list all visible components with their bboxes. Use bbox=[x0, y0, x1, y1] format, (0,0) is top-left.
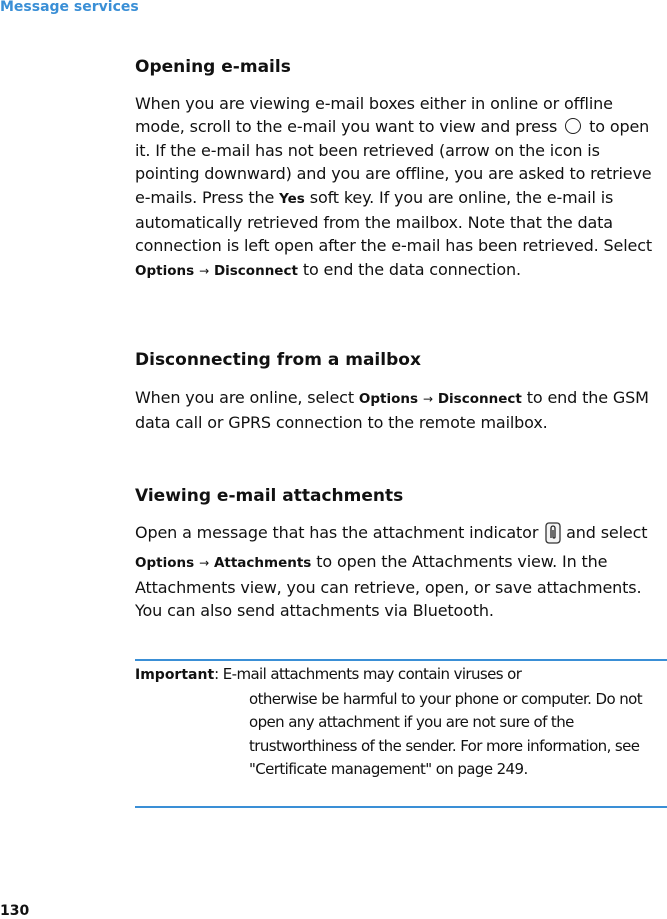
select-key-icon bbox=[565, 118, 581, 134]
keyword-disconnect: Disconnect bbox=[437, 391, 522, 407]
text: When you are viewing e-mail boxes either in online or offline mode, scroll to the e-mail you want to view and press bbox=[135, 94, 613, 137]
keyword-options: Options bbox=[135, 555, 195, 572]
arrow-glyph: → bbox=[199, 263, 209, 278]
note-label: Important bbox=[135, 667, 215, 683]
text: to end the GSM data call or GPRS connection to the remote mailbox. bbox=[135, 388, 649, 433]
text: When you are online, select bbox=[135, 388, 354, 407]
keyword-attachments: Attachments bbox=[213, 555, 312, 572]
note-top-rule bbox=[135, 659, 667, 661]
heading-viewing-attachments: Viewing e-mail attachments bbox=[135, 486, 404, 506]
text: and select bbox=[566, 523, 648, 542]
text: to open the Attachments view. In the Attachments view, you can retrieve, open, or save attachments. You can also send attachments via Bluetooth. bbox=[135, 552, 642, 621]
paragraph-opening-emails bbox=[135, 92, 665, 283]
keyword-options: Options bbox=[135, 262, 195, 279]
paperclip-icon bbox=[545, 522, 561, 550]
heading-opening-emails: Opening e-mails bbox=[135, 57, 291, 77]
page-number: 130 bbox=[0, 903, 30, 919]
keyword-options: Options bbox=[358, 391, 419, 407]
important-note bbox=[135, 663, 667, 782]
section-header: Message services bbox=[0, 0, 139, 15]
keyword-disconnect: Disconnect bbox=[213, 262, 298, 279]
note-body: otherwise be harmful to your phone or computer. Do not open any attachment if you are not sure of the trustworthiness of the sender. For more information, see "Certificate management" on page 249. bbox=[249, 689, 642, 779]
heading-disconnecting: Disconnecting from a mailbox bbox=[135, 350, 421, 370]
text: Open a message that has the attachment indicator bbox=[135, 523, 539, 542]
paragraph-viewing-attachments bbox=[135, 521, 665, 623]
arrow-glyph: → bbox=[422, 392, 433, 406]
text: to open it. If the e-mail has not been retrieved (arrow on the icon is pointing downward) and you are offline, you are asked to retrieve e-mails. Press the bbox=[135, 117, 652, 207]
note-bottom-rule bbox=[135, 806, 667, 808]
text: to end the data connection. bbox=[302, 259, 521, 279]
paragraph-disconnecting bbox=[135, 386, 665, 435]
text: soft key. If you are online, the e-mail is automatically retrieved from the mailbox. Note that the data connection is left open after the e-mail has been retrieved. Select bbox=[135, 187, 652, 256]
keyword-yes: Yes bbox=[279, 190, 305, 207]
note-first-line: : E-mail attachments may contain viruses or bbox=[214, 665, 522, 683]
arrow-glyph: → bbox=[199, 556, 209, 571]
